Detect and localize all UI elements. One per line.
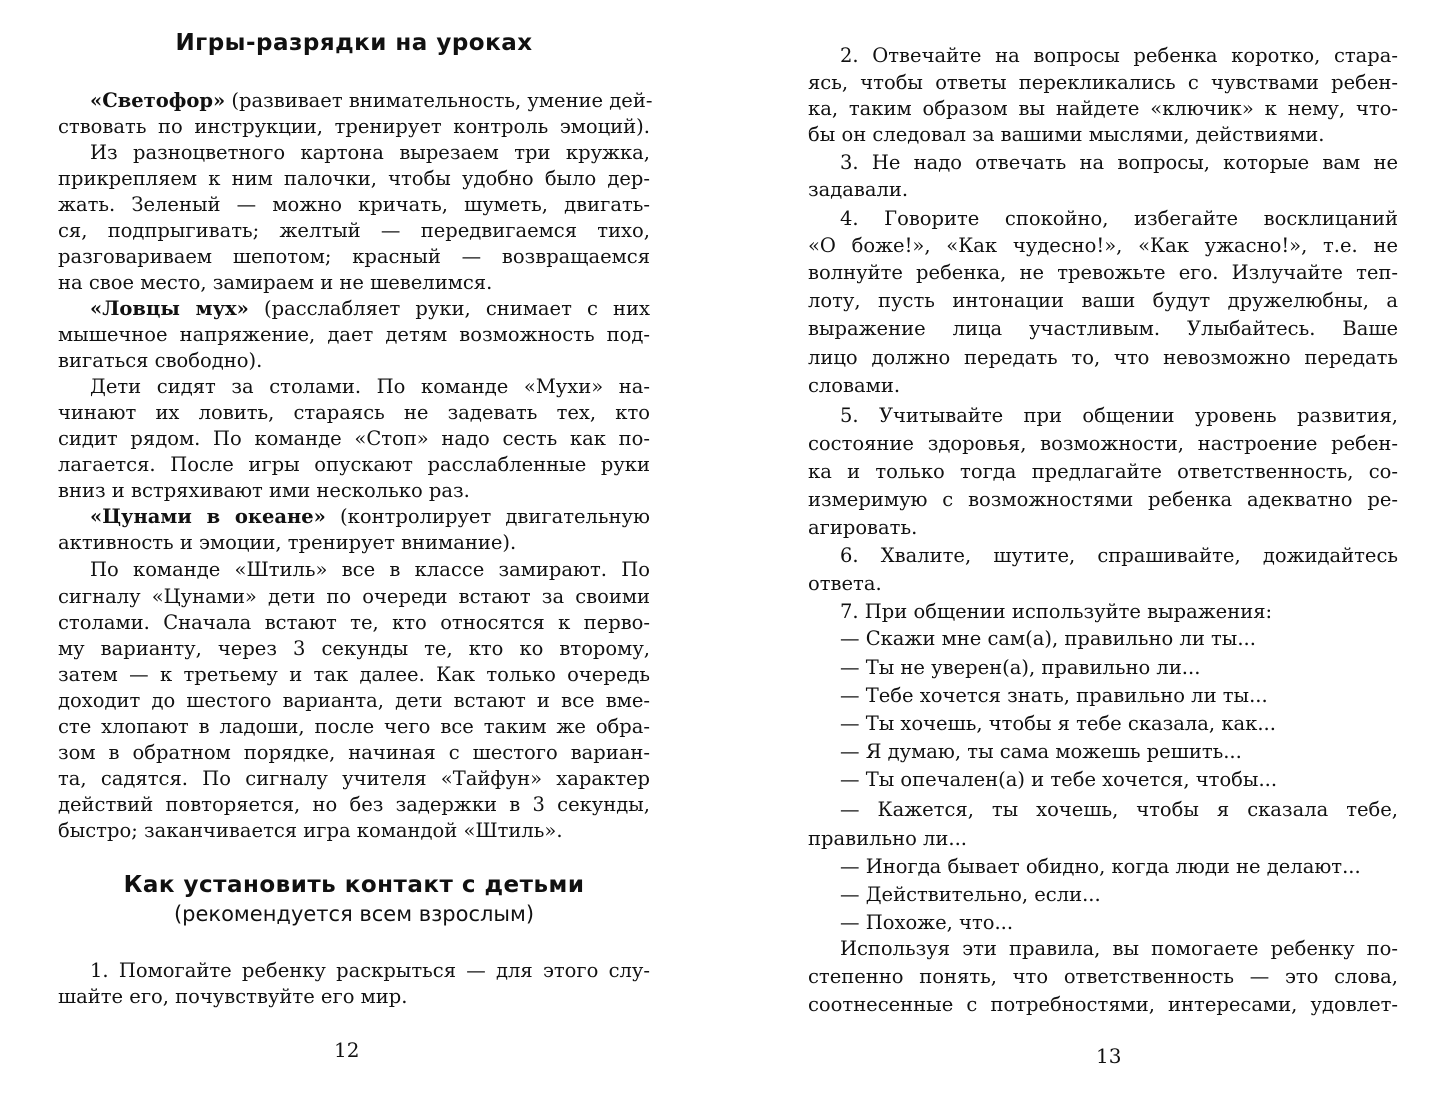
- text-line: на свое место, замираем и не шевелимся.: [58, 271, 493, 294]
- text-line: му варианту, через 3 секунды те, кто ко второму,: [58, 637, 650, 660]
- text-line: 1. Помогайте ребенку раскрыться — для этого слу-: [90, 959, 650, 982]
- phrase-item: — Кажется, ты хочешь, чтобы я сказала тебе,: [840, 798, 1398, 821]
- text-line: степенно понять, что ответственность — это слова,: [808, 965, 1398, 988]
- text-line: 5. Учитывайте при общении уровень развития,: [840, 404, 1398, 427]
- text-line: вниз и встряхивают ими несколько раз.: [58, 479, 470, 502]
- text-line: Дети сидят за столами. По команде «Мухи» на-: [90, 375, 650, 398]
- text-line: зом в обратном порядке, начиная с шестого вариан-: [58, 741, 650, 764]
- page-number-left: 12: [334, 1038, 360, 1062]
- text-line: сигналу «Цунами» дети по очереди встают за своими: [58, 585, 650, 608]
- page-number-right: 13: [1096, 1044, 1122, 1068]
- text-line: ка, таким образом вы найдете «ключик» к нему, что-: [808, 97, 1398, 120]
- section-subheading-contact: (рекомендуется всем взрослым): [173, 902, 535, 926]
- text-line: чинают их ловить, стараясь не задевать тех, кто: [58, 401, 650, 424]
- game3-intro-line: [58, 504, 650, 530]
- text-line: 2. Отвечайте на вопросы ребенка коротко, стара-: [840, 44, 1398, 67]
- text-line: жать. Зеленый — можно кричать, шуметь, двигать-: [58, 193, 650, 216]
- text-line: лицо должно передать то, что невозможно передать: [808, 346, 1398, 369]
- phrase-item: — Ты хочешь, чтобы я тебе сказала, как...: [840, 712, 1276, 735]
- text-line: вигаться свободно).: [58, 349, 263, 372]
- phrase-item: — Тебе хочется знать, правильно ли ты...: [840, 684, 1268, 707]
- text-line: ка и только тогда предлагайте ответственность, со-: [808, 460, 1398, 483]
- text-line: ответа.: [808, 572, 882, 595]
- game3-desc-part1: (контролирует двигательную: [325, 505, 650, 528]
- text-line: «О боже!», «Как чудесно!», «Как ужасно!», т.е. не: [808, 234, 1398, 257]
- text-line: доходит до шестого варианта, дети встают и все вме-: [58, 689, 650, 712]
- phrase-item: — Я думаю, ты сама можешь решить...: [840, 740, 1242, 763]
- phrase-item: — Ты опечален(а) и тебе хочется, чтобы...: [840, 768, 1278, 791]
- phrase-item: — Скажи мне сам(а), правильно ли ты...: [840, 627, 1256, 650]
- text-line: сидит рядом. По команде «Стоп» надо сесть как по-: [58, 427, 650, 450]
- text-line: бы он следовал за вашими мыслями, действиями.: [808, 123, 1325, 146]
- game1-intro-line: [58, 88, 653, 114]
- text-line: 3. Не надо отвечать на вопросы, которые вам не: [840, 151, 1398, 174]
- game1-desc-part1: (развивает внимательность, умение дей-: [225, 89, 653, 112]
- game2-title: «Ловцы мух»: [90, 297, 249, 320]
- phrase-item-cont: правильно ли...: [808, 827, 967, 850]
- phrase-item: — Действительно, если...: [840, 883, 1101, 906]
- text-line: столами. Сначала встают те, кто относятся к перво-: [58, 611, 650, 634]
- text-line: Из разноцветного картона вырезаем три кружка,: [90, 141, 650, 164]
- section-heading-games: Игры-разрядки на уроках: [175, 30, 533, 56]
- text-line: По команде «Штиль» все в классе замирают. По: [90, 558, 650, 581]
- phrase-item: — Похоже, что...: [840, 911, 1014, 934]
- left-page: [58, 0, 653, 1108]
- text-line: активность и эмоции, тренирует внимание).: [58, 531, 517, 554]
- text-line: задавали.: [808, 178, 909, 201]
- game3-title: «Цунами в океане»: [90, 505, 326, 528]
- text-line: сте хлопают в ладоши, после чего все таким же обра-: [58, 715, 650, 738]
- text-line: шайте его, почувствуйте его мир.: [58, 985, 408, 1008]
- text-line: 6. Хвалите, шутите, спрашивайте, дожидайтесь: [840, 544, 1398, 567]
- right-page: [808, 0, 1398, 1108]
- game1-desc-line: ствовать по инструкции, тренирует контроль эмоций).: [58, 115, 650, 138]
- phrase-item: — Ты не уверен(а), правильно ли...: [840, 656, 1201, 679]
- text-line: прикрепляем к ним палочки, чтобы удобно было дер-: [58, 167, 650, 190]
- game2-desc-part1: (расслабляет руки, снимает с них: [248, 297, 651, 320]
- text-line: лоту, пусть интонации ваши будут дружелюбны, а: [808, 289, 1398, 312]
- section-heading-contact: Как установить контакт с детьми: [123, 872, 585, 898]
- game1-title: «Светофор»: [90, 89, 226, 112]
- text-line: выражение лица участливым. Улыбайтесь. Ваше: [808, 317, 1398, 340]
- text-line: мышечное напряжение, дает детям возможность под-: [58, 323, 650, 346]
- text-line: действий повторяется, но без задержки в 3 секунды,: [58, 793, 650, 816]
- text-line: лагается. После игры опускают расслабленные руки: [58, 453, 650, 476]
- text-line: затем — к третьему и так далее. Как только очередь: [58, 663, 650, 686]
- text-line: ясь, чтобы ответы перекликались с чувствами ребен-: [808, 71, 1398, 94]
- text-line: словами.: [808, 374, 901, 397]
- text-line: ся, подпрыгивать; желтый — передвигаемся тихо,: [58, 219, 650, 242]
- text-line: Используя эти правила, вы помогаете ребенку по-: [840, 937, 1398, 960]
- text-line: быстро; заканчивается игра командой «Штиль».: [58, 819, 563, 842]
- text-line: соотнесенные с потребностями, интересами, удовлет-: [808, 993, 1398, 1016]
- phrase-item: — Иногда бывает обидно, когда люди не делают...: [840, 855, 1361, 878]
- text-line: измеримую с возможностями ребенка адекватно ре-: [808, 488, 1398, 511]
- game2-intro-line: [58, 296, 650, 322]
- text-line: 4. Говорите спокойно, избегайте восклицаний: [840, 207, 1398, 230]
- text-line: состояние здоровья, возможности, настроение ребен-: [808, 432, 1398, 455]
- text-line: разговариваем шепотом; красный — возвращаемся: [58, 245, 650, 268]
- text-line: агировать.: [808, 516, 918, 539]
- text-line: 7. При общении используйте выражения:: [840, 600, 1273, 623]
- text-line: та, садятся. По сигналу учителя «Тайфун» характер: [58, 767, 650, 790]
- text-line: волнуйте ребенка, не тревожьте его. Излучайте теп-: [808, 261, 1398, 284]
